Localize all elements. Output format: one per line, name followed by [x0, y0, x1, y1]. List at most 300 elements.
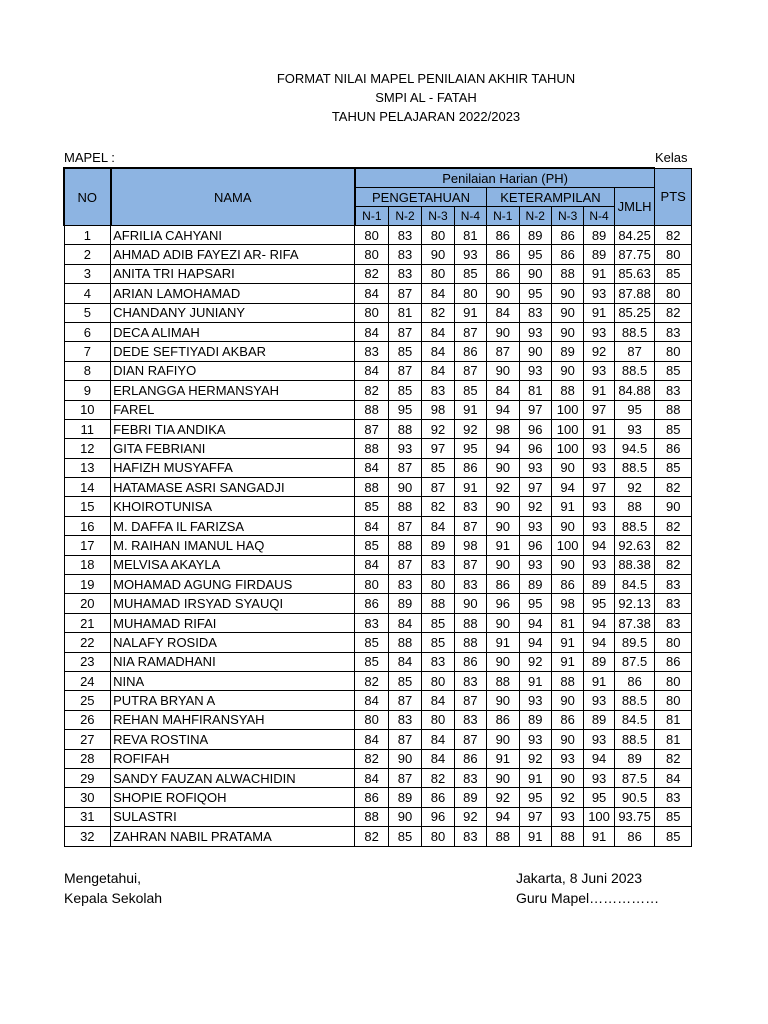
- keterampilan-n2-cell: 97: [519, 478, 551, 497]
- pengetahuan-n2-cell: 83: [388, 226, 421, 245]
- pengetahuan-n1-cell: 85: [355, 536, 388, 555]
- pts-value-cell: 90: [655, 497, 692, 516]
- row-number-cell: 18: [64, 555, 111, 574]
- keterampilan-n2-cell: 94: [519, 613, 551, 632]
- jmlh-value-cell: 88.5: [614, 730, 655, 749]
- pengetahuan-n4-cell: 86: [454, 749, 486, 768]
- keterampilan-n4-cell: 94: [584, 633, 614, 652]
- keterampilan-n1-cell: 98: [487, 419, 519, 438]
- keterampilan-n1-cell: 92: [487, 788, 519, 807]
- pengetahuan-n2-cell: 83: [388, 710, 421, 729]
- group-header-penilaian-harian: Penilaian Harian (PH): [355, 168, 655, 188]
- pengetahuan-n3-cell: 85: [422, 613, 454, 632]
- pts-value-cell: 82: [655, 516, 692, 535]
- keterampilan-n4-cell: 94: [584, 536, 614, 555]
- jmlh-value-cell: 87.38: [614, 613, 655, 632]
- table-row: [64, 264, 692, 283]
- student-name-cell: MUHAMAD IRSYAD SYAUQI: [111, 594, 355, 613]
- pts-value-cell: 86: [655, 652, 692, 671]
- pengetahuan-n2-cell: 87: [388, 516, 421, 535]
- pengetahuan-n3-cell: 87: [422, 478, 454, 497]
- student-name-cell: PUTRA BRYAN A: [111, 691, 355, 710]
- keterampilan-n4-cell: 94: [584, 749, 614, 768]
- pengetahuan-n4-cell: 95: [454, 439, 486, 458]
- keterampilan-n3-cell: 92: [551, 788, 583, 807]
- student-name-cell: DEDE SEFTIYADI AKBAR: [111, 342, 355, 361]
- row-number-cell: 19: [64, 575, 111, 594]
- keterampilan-n2-cell: 91: [519, 671, 551, 690]
- table-row: [64, 322, 692, 341]
- pts-value-cell: 82: [655, 478, 692, 497]
- keterampilan-n3-cell: 91: [551, 497, 583, 516]
- pengetahuan-n2-cell: 89: [388, 594, 421, 613]
- keterampilan-n1-cell: 91: [487, 536, 519, 555]
- pengetahuan-n2-cell: 87: [388, 322, 421, 341]
- student-name-cell: ANITA TRI HAPSARI: [111, 264, 355, 283]
- keterampilan-n3-cell: 90: [551, 730, 583, 749]
- keterampilan-n3-cell: 88: [551, 264, 583, 283]
- row-number-cell: 10: [64, 400, 111, 419]
- pengetahuan-n3-cell: 89: [422, 536, 454, 555]
- jmlh-value-cell: 95: [614, 400, 655, 419]
- keterampilan-n1-cell: 90: [487, 322, 519, 341]
- table-row: [64, 575, 692, 594]
- pengetahuan-n2-cell: 87: [388, 730, 421, 749]
- pts-value-cell: 85: [655, 807, 692, 826]
- keterampilan-n3-cell: 93: [551, 807, 583, 826]
- pengetahuan-n1-cell: 86: [355, 594, 388, 613]
- pengetahuan-n3-cell: 80: [422, 575, 454, 594]
- keterampilan-n2-cell: 93: [519, 730, 551, 749]
- table-row: [64, 245, 692, 264]
- pengetahuan-n4-cell: 87: [454, 322, 486, 341]
- keterampilan-n2-cell: 93: [519, 458, 551, 477]
- subheader-keterampilan-n4: N-4: [584, 207, 614, 226]
- keterampilan-n3-cell: 100: [551, 536, 583, 555]
- jmlh-value-cell: 86: [614, 827, 655, 846]
- pengetahuan-n4-cell: 83: [454, 575, 486, 594]
- keterampilan-n3-cell: 86: [551, 226, 583, 245]
- keterampilan-n4-cell: 95: [584, 788, 614, 807]
- pengetahuan-n4-cell: 83: [454, 768, 486, 787]
- table-row: [64, 788, 692, 807]
- pengetahuan-n1-cell: 88: [355, 807, 388, 826]
- pengetahuan-n3-cell: 92: [422, 419, 454, 438]
- pengetahuan-n1-cell: 84: [355, 516, 388, 535]
- pengetahuan-n3-cell: 82: [422, 768, 454, 787]
- pts-value-cell: 82: [655, 555, 692, 574]
- pts-value-cell: 83: [655, 575, 692, 594]
- keterampilan-n3-cell: 90: [551, 303, 583, 322]
- keterampilan-n4-cell: 93: [584, 439, 614, 458]
- pengetahuan-n3-cell: 84: [422, 284, 454, 303]
- pengetahuan-n2-cell: 85: [388, 342, 421, 361]
- pengetahuan-n2-cell: 87: [388, 361, 421, 380]
- keterampilan-n2-cell: 93: [519, 555, 551, 574]
- pengetahuan-n1-cell: 85: [355, 497, 388, 516]
- keterampilan-n2-cell: 91: [519, 768, 551, 787]
- signature-block-principal: [64, 868, 162, 908]
- pengetahuan-n1-cell: 84: [355, 361, 388, 380]
- keterampilan-n2-cell: 91: [519, 827, 551, 846]
- pengetahuan-n4-cell: 86: [454, 652, 486, 671]
- keterampilan-n3-cell: 86: [551, 575, 583, 594]
- keterampilan-n1-cell: 90: [487, 613, 519, 632]
- jmlh-value-cell: 84.88: [614, 381, 655, 400]
- table-header: [64, 168, 692, 226]
- keterampilan-n1-cell: 86: [487, 226, 519, 245]
- pengetahuan-n1-cell: 84: [355, 284, 388, 303]
- jmlh-value-cell: 87.5: [614, 652, 655, 671]
- principal-label: Kepala Sekolah: [64, 890, 163, 906]
- row-number-cell: 13: [64, 458, 111, 477]
- document-title: FORMAT NILAI MAPEL PENILAIAN AKHIR TAHUN: [276, 71, 576, 86]
- pts-value-cell: 85: [655, 419, 692, 438]
- pengetahuan-n1-cell: 82: [355, 749, 388, 768]
- keterampilan-n2-cell: 95: [519, 594, 551, 613]
- pengetahuan-n4-cell: 87: [454, 730, 486, 749]
- student-name-cell: ARIAN LAMOHAMAD: [111, 284, 355, 303]
- student-name-cell: HAFIZH MUSYAFFA: [111, 458, 355, 477]
- jmlh-value-cell: 92.63: [614, 536, 655, 555]
- jmlh-value-cell: 88.5: [614, 691, 655, 710]
- row-number-cell: 22: [64, 633, 111, 652]
- row-number-cell: 7: [64, 342, 111, 361]
- table-row: [64, 226, 692, 245]
- pengetahuan-n4-cell: 90: [454, 594, 486, 613]
- keterampilan-n4-cell: 91: [584, 381, 614, 400]
- keterampilan-n4-cell: 93: [584, 691, 614, 710]
- table-row: [64, 303, 692, 322]
- keterampilan-n3-cell: 89: [551, 342, 583, 361]
- table-row: [64, 730, 692, 749]
- pengetahuan-n2-cell: 85: [388, 381, 421, 400]
- pts-value-cell: 80: [655, 284, 692, 303]
- pengetahuan-n2-cell: 85: [388, 827, 421, 846]
- pengetahuan-n3-cell: 80: [422, 827, 454, 846]
- keterampilan-n3-cell: 100: [551, 419, 583, 438]
- jmlh-value-cell: 84.5: [614, 710, 655, 729]
- keterampilan-n4-cell: 91: [584, 419, 614, 438]
- keterampilan-n2-cell: 92: [519, 652, 551, 671]
- keterampilan-n2-cell: 96: [519, 439, 551, 458]
- row-number-cell: 4: [64, 284, 111, 303]
- row-number-cell: 21: [64, 613, 111, 632]
- pengetahuan-n3-cell: 80: [422, 710, 454, 729]
- keterampilan-n1-cell: 86: [487, 710, 519, 729]
- keterampilan-n4-cell: 89: [584, 652, 614, 671]
- pengetahuan-n1-cell: 80: [355, 226, 388, 245]
- pengetahuan-n2-cell: 87: [388, 555, 421, 574]
- student-name-cell: SULASTRI: [111, 807, 355, 826]
- keterampilan-n3-cell: 90: [551, 361, 583, 380]
- keterampilan-n2-cell: 89: [519, 226, 551, 245]
- keterampilan-n2-cell: 96: [519, 536, 551, 555]
- keterampilan-n1-cell: 90: [487, 691, 519, 710]
- keterampilan-n2-cell: 95: [519, 245, 551, 264]
- pengetahuan-n4-cell: 85: [454, 381, 486, 400]
- pengetahuan-n3-cell: 84: [422, 322, 454, 341]
- pengetahuan-n1-cell: 88: [355, 439, 388, 458]
- keterampilan-n3-cell: 88: [551, 381, 583, 400]
- table-row: [64, 458, 692, 477]
- keterampilan-n2-cell: 94: [519, 633, 551, 652]
- pengetahuan-n3-cell: 84: [422, 361, 454, 380]
- table-row: [64, 400, 692, 419]
- pengetahuan-n2-cell: 95: [388, 400, 421, 419]
- jmlh-value-cell: 88.38: [614, 555, 655, 574]
- pts-value-cell: 80: [655, 691, 692, 710]
- place-date: Jakarta, 8 Juni 2023: [516, 870, 643, 886]
- jmlh-value-cell: 88.5: [614, 458, 655, 477]
- student-name-cell: MOHAMAD AGUNG FIRDAUS: [111, 575, 355, 594]
- row-number-cell: 16: [64, 516, 111, 535]
- pengetahuan-n1-cell: 80: [355, 575, 388, 594]
- jmlh-value-cell: 94.5: [614, 439, 655, 458]
- row-number-cell: 20: [64, 594, 111, 613]
- student-name-cell: SANDY FAUZAN ALWACHIDIN: [111, 768, 355, 787]
- pengetahuan-n2-cell: 88: [388, 536, 421, 555]
- pengetahuan-n4-cell: 89: [454, 788, 486, 807]
- student-name-cell: ERLANGGA HERMANSYAH: [111, 381, 355, 400]
- keterampilan-n2-cell: 97: [519, 400, 551, 419]
- pengetahuan-n2-cell: 81: [388, 303, 421, 322]
- pts-value-cell: 85: [655, 458, 692, 477]
- keterampilan-n1-cell: 84: [487, 303, 519, 322]
- student-name-cell: NALAFY ROSIDA: [111, 633, 355, 652]
- keterampilan-n1-cell: 91: [487, 749, 519, 768]
- pengetahuan-n4-cell: 87: [454, 555, 486, 574]
- pts-value-cell: 83: [655, 322, 692, 341]
- keterampilan-n1-cell: 90: [487, 497, 519, 516]
- keterampilan-n1-cell: 88: [487, 671, 519, 690]
- keterampilan-n3-cell: 94: [551, 478, 583, 497]
- keterampilan-n3-cell: 86: [551, 245, 583, 264]
- jmlh-value-cell: 84.5: [614, 575, 655, 594]
- pengetahuan-n1-cell: 84: [355, 691, 388, 710]
- table-row: [64, 671, 692, 690]
- table-body: [64, 226, 692, 847]
- pengetahuan-n1-cell: 85: [355, 652, 388, 671]
- subheader-pengetahuan-n1: N-1: [355, 207, 388, 226]
- keterampilan-n1-cell: 84: [487, 381, 519, 400]
- keterampilan-n1-cell: 94: [487, 807, 519, 826]
- keterampilan-n1-cell: 90: [487, 555, 519, 574]
- keterampilan-n1-cell: 86: [487, 245, 519, 264]
- kelas-label: Kelas: [655, 150, 688, 165]
- keterampilan-n3-cell: 93: [551, 749, 583, 768]
- pengetahuan-n3-cell: 96: [422, 807, 454, 826]
- jmlh-value-cell: 93.75: [614, 807, 655, 826]
- jmlh-value-cell: 87.75: [614, 245, 655, 264]
- row-number-cell: 17: [64, 536, 111, 555]
- pengetahuan-n3-cell: 80: [422, 264, 454, 283]
- pts-value-cell: 83: [655, 788, 692, 807]
- pengetahuan-n2-cell: 90: [388, 807, 421, 826]
- pengetahuan-n1-cell: 84: [355, 768, 388, 787]
- jmlh-value-cell: 90.5: [614, 788, 655, 807]
- table-row: [64, 749, 692, 768]
- student-name-cell: DIAN RAFIYO: [111, 361, 355, 380]
- pts-value-cell: 83: [655, 594, 692, 613]
- acknowledged-label: Mengetahui,: [64, 870, 142, 886]
- student-name-cell: AHMAD ADIB FAYEZI AR- RIFA: [111, 245, 355, 264]
- row-number-cell: 8: [64, 361, 111, 380]
- pts-value-cell: 85: [655, 361, 692, 380]
- pengetahuan-n3-cell: 98: [422, 400, 454, 419]
- pengetahuan-n2-cell: 85: [388, 671, 421, 690]
- pengetahuan-n3-cell: 85: [422, 458, 454, 477]
- jmlh-value-cell: 88.5: [614, 322, 655, 341]
- pengetahuan-n4-cell: 93: [454, 245, 486, 264]
- pengetahuan-n4-cell: 98: [454, 536, 486, 555]
- student-name-cell: ROFIFAH: [111, 749, 355, 768]
- pts-value-cell: 81: [655, 730, 692, 749]
- jmlh-value-cell: 88.5: [614, 516, 655, 535]
- student-name-cell: HATAMASE ASRI SANGADJI: [111, 478, 355, 497]
- pengetahuan-n1-cell: 86: [355, 788, 388, 807]
- column-header-pts: PTS: [655, 168, 692, 226]
- keterampilan-n2-cell: 90: [519, 342, 551, 361]
- keterampilan-n4-cell: 97: [584, 400, 614, 419]
- row-number-cell: 24: [64, 671, 111, 690]
- pengetahuan-n3-cell: 84: [422, 516, 454, 535]
- jmlh-value-cell: 92.13: [614, 594, 655, 613]
- pengetahuan-n4-cell: 91: [454, 400, 486, 419]
- table-row: [64, 381, 692, 400]
- jmlh-value-cell: 92: [614, 478, 655, 497]
- keterampilan-n4-cell: 93: [584, 361, 614, 380]
- pengetahuan-n1-cell: 82: [355, 671, 388, 690]
- keterampilan-n1-cell: 94: [487, 400, 519, 419]
- subheader-keterampilan-n1: N-1: [487, 207, 519, 226]
- keterampilan-n1-cell: 90: [487, 768, 519, 787]
- column-header-jmlh: JMLH: [614, 188, 655, 226]
- student-name-cell: AFRILIA CAHYANI: [111, 226, 355, 245]
- row-number-cell: 2: [64, 245, 111, 264]
- keterampilan-n2-cell: 92: [519, 749, 551, 768]
- keterampilan-n2-cell: 95: [519, 284, 551, 303]
- keterampilan-n4-cell: 100: [584, 807, 614, 826]
- table-row: [64, 516, 692, 535]
- pengetahuan-n1-cell: 84: [355, 555, 388, 574]
- keterampilan-n2-cell: 81: [519, 381, 551, 400]
- keterampilan-n1-cell: 90: [487, 361, 519, 380]
- group-header-pengetahuan: PENGETAHUAN: [355, 188, 487, 207]
- pts-value-cell: 82: [655, 303, 692, 322]
- pengetahuan-n3-cell: 80: [422, 671, 454, 690]
- jmlh-value-cell: 87.88: [614, 284, 655, 303]
- pengetahuan-n2-cell: 88: [388, 497, 421, 516]
- pengetahuan-n2-cell: 87: [388, 691, 421, 710]
- pengetahuan-n4-cell: 88: [454, 633, 486, 652]
- pengetahuan-n2-cell: 83: [388, 245, 421, 264]
- keterampilan-n3-cell: 98: [551, 594, 583, 613]
- table-row: [64, 361, 692, 380]
- pengetahuan-n4-cell: 86: [454, 342, 486, 361]
- pengetahuan-n3-cell: 90: [422, 245, 454, 264]
- student-name-cell: KHOIROTUNISA: [111, 497, 355, 516]
- column-header-nama: NAMA: [111, 168, 355, 226]
- keterampilan-n2-cell: 93: [519, 516, 551, 535]
- jmlh-value-cell: 88: [614, 497, 655, 516]
- table-row: [64, 827, 692, 846]
- keterampilan-n4-cell: 89: [584, 710, 614, 729]
- pengetahuan-n2-cell: 83: [388, 264, 421, 283]
- row-number-cell: 28: [64, 749, 111, 768]
- jmlh-value-cell: 87.5: [614, 768, 655, 787]
- student-name-cell: M. DAFFA IL FARIZSA: [111, 516, 355, 535]
- jmlh-value-cell: 85.25: [614, 303, 655, 322]
- student-name-cell: DECA ALIMAH: [111, 322, 355, 341]
- subheader-pengetahuan-n2: N-2: [388, 207, 421, 226]
- keterampilan-n2-cell: 89: [519, 575, 551, 594]
- pengetahuan-n4-cell: 92: [454, 807, 486, 826]
- keterampilan-n1-cell: 92: [487, 478, 519, 497]
- keterampilan-n4-cell: 91: [584, 264, 614, 283]
- pts-value-cell: 85: [655, 264, 692, 283]
- pts-value-cell: 83: [655, 613, 692, 632]
- keterampilan-n3-cell: 100: [551, 400, 583, 419]
- row-number-cell: 25: [64, 691, 111, 710]
- keterampilan-n1-cell: 90: [487, 458, 519, 477]
- pts-value-cell: 82: [655, 749, 692, 768]
- keterampilan-n1-cell: 86: [487, 264, 519, 283]
- table-row: [64, 536, 692, 555]
- pengetahuan-n4-cell: 80: [454, 284, 486, 303]
- table-row: [64, 633, 692, 652]
- pts-value-cell: 85: [655, 827, 692, 846]
- keterampilan-n1-cell: 90: [487, 284, 519, 303]
- school-name: SMPI AL - FATAH: [375, 90, 477, 105]
- row-number-cell: 11: [64, 419, 111, 438]
- table-row: [64, 439, 692, 458]
- keterampilan-n2-cell: 97: [519, 807, 551, 826]
- pengetahuan-n2-cell: 84: [388, 613, 421, 632]
- keterampilan-n2-cell: 93: [519, 691, 551, 710]
- pengetahuan-n2-cell: 90: [388, 478, 421, 497]
- keterampilan-n1-cell: 90: [487, 516, 519, 535]
- keterampilan-n4-cell: 93: [584, 284, 614, 303]
- pengetahuan-n1-cell: 80: [355, 303, 388, 322]
- pengetahuan-n4-cell: 88: [454, 613, 486, 632]
- pts-value-cell: 82: [655, 536, 692, 555]
- keterampilan-n3-cell: 90: [551, 322, 583, 341]
- pengetahuan-n2-cell: 88: [388, 419, 421, 438]
- keterampilan-n3-cell: 88: [551, 671, 583, 690]
- pts-value-cell: 80: [655, 671, 692, 690]
- pengetahuan-n3-cell: 86: [422, 788, 454, 807]
- pengetahuan-n1-cell: 88: [355, 400, 388, 419]
- row-number-cell: 3: [64, 264, 111, 283]
- keterampilan-n2-cell: 92: [519, 497, 551, 516]
- pengetahuan-n3-cell: 83: [422, 652, 454, 671]
- keterampilan-n1-cell: 86: [487, 575, 519, 594]
- student-name-cell: MELVISA AKAYLA: [111, 555, 355, 574]
- pts-value-cell: 82: [655, 226, 692, 245]
- pengetahuan-n1-cell: 80: [355, 245, 388, 264]
- row-number-cell: 23: [64, 652, 111, 671]
- table-row: [64, 807, 692, 826]
- pengetahuan-n4-cell: 86: [454, 458, 486, 477]
- row-number-cell: 1: [64, 226, 111, 245]
- grades-table: [63, 167, 692, 847]
- student-name-cell: M. RAIHAN IMANUL HAQ: [111, 536, 355, 555]
- subheader-pengetahuan-n3: N-3: [422, 207, 454, 226]
- keterampilan-n1-cell: 88: [487, 827, 519, 846]
- table-row: [64, 555, 692, 574]
- row-number-cell: 14: [64, 478, 111, 497]
